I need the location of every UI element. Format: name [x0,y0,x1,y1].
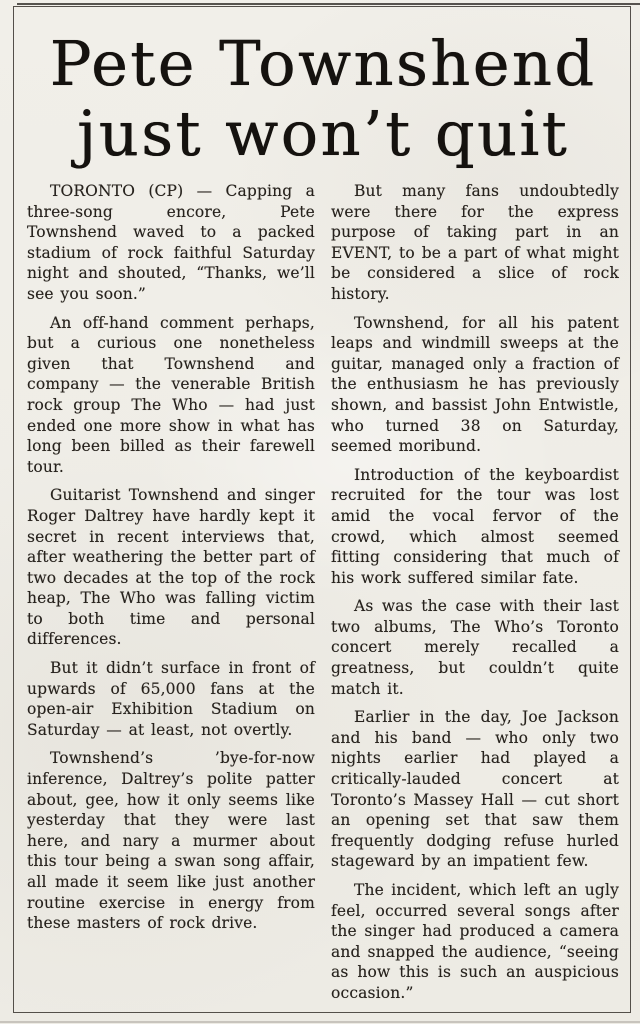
headline-line-1: Pete Townshend [49,27,597,100]
bottom-edge-smudge [0,1021,640,1023]
article-headline [27,29,619,169]
article-paragraph: Townshend, for all his patent leaps and windmill sweeps at the guitar, managed only a fraction of the enthusiasm he has previously shown, and bassist John Entwistle, who turned 38 on Saturday, seemed moribund. [331,313,619,456]
article-paragraph: An off-hand comment perhaps, but a curious one nonetheless given that Townshend and company — the venerable British rock group The Who — had just ended one more show in what has long been billed as their farewell tour. [27,313,315,476]
article-paragraph: As was the case with their last two albums, The Who’s Toronto concert merely recalled a greatness, but couldn’t quite match it. [331,597,619,698]
column-right [331,181,619,1012]
headline-line-2: just won’t quit [76,97,570,170]
article-paragraph: Townshend’s ’bye-for-now inference, Daltrey’s polite patter about, gee, how it only seems like yesterday that they were last here, and nary a murmer about this tour being a swan song affair, all made it seem like just another routine exercise in energy from these masters of rock drive. [27,749,315,933]
article-frame [13,6,631,1013]
article-paragraph: Guitarist Townshend and singer Roger Daltrey have hardly kept it secret in recent interviews that, after weathering the better part of two decades at the top of the rock heap, The Who was falling victim to both time and personal differences. [27,486,315,649]
article-paragraph: TORONTO (CP) — Capping a three-song encore, Pete Townshend waved to a packed stadium of rock faithful Saturday night and shouted, “Thanks, we’ll see you soon.” [27,182,315,303]
article-paragraph: But many fans undoubtedly were there for the express purpose of taking part in an EVENT, to be a part of what might be considered a slice of rock history. [331,182,619,303]
article-paragraph: The incident, which left an ugly feel, occurred several songs after the singer had produced a camera and snapped the audience, “seeing as how this is such an auspicious occasion.” [331,881,619,1002]
article-paragraph: Introduction of the keyboardist recruited for the tour was lost amid the vocal fervor of the crowd, which almost seemed fitting considering that much of his work suffered similar fate. [331,465,619,587]
article-paragraph: Earlier in the day, Joe Jackson and his band — who only two nights earlier had played a critically-lauded concert at Toronto’s Massey Hall — cut short an opening set that saw them frequently dodging refuse hurled stageward by an impatient few. [331,708,619,871]
article-columns [27,181,619,1012]
column-left [27,181,315,1012]
top-rule [17,3,640,5]
article-paragraph: But it didn’t surface in front of upwards of 65,000 fans at the open-air Exhibition Stadium on Saturday — at least, not overtly. [27,659,315,739]
